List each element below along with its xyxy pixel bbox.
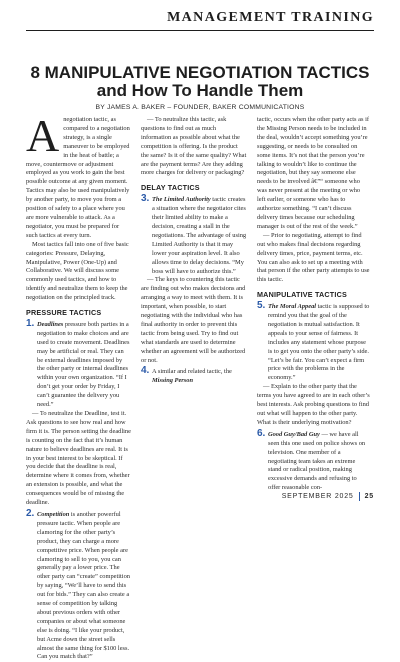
tactic-number: 3. [141, 193, 150, 205]
pressure-tactics-heading: PRESSURE TACTICS [26, 308, 102, 318]
tactic-name: Competition [37, 510, 70, 518]
column-2 [141, 116, 247, 386]
tactic-name: The Limited Authority [152, 196, 211, 204]
section-label: MANAGEMENT TRAINING [167, 10, 374, 25]
tactic-number: 6. [257, 427, 266, 439]
title-line-2: and How To Handle Them [96, 81, 304, 100]
intro-text: negotiation tactic, as compared to a negotiation strategy, is a single maneuver to be employed in the heat of battle; a move, countermove or adjustment employed as you work to gain the best possible outcome at any given moment. Tactics may also be used manipulatively by another party, to move you from a position of safety to a place where you are more vulnerable to attack. As a negotiator, you must be prepared for such tactics at every turn. [26, 116, 130, 239]
tactic-name: Deadlines [37, 320, 64, 328]
tactic-name: The Moral Appeal [268, 303, 317, 311]
page-number: 25 [364, 493, 374, 500]
tactic-1-counter: — To neutralize the Deadline, test it. Ask questions to see how real and how firm it is. The person setting the deadline is counting on the fact that it’s human nature to believe deadlines are real. It is in your best interest to be skeptical. If you decide that the deadline is real, determine where it comes from, whether an extension is possible, and what the consequences would be of missing the deadline. [26, 410, 131, 507]
tactic-5-counter: — Explain to the other party that the terms you have agreed to are in each other’s best interests. Ask probing questions to find out what will happen to the other party. What is their underlying motivation? [257, 383, 370, 426]
delay-tactics-heading: DELAY TACTICS [141, 183, 200, 193]
drop-cap: A [26, 110, 60, 161]
tactic-number: 5. [257, 300, 266, 312]
tactic-number: 2. [26, 507, 35, 519]
tactic-text: pressure both parties in a negotiation to make choices and are used to create movement. Deadlines may be artificial or real. They can be external deadlines imposed by the other party or internal deadlines within your own organization. “If I don’t get your order by Friday, I can’t guarantee the delivery you need.” [37, 320, 130, 409]
tactic-6 [257, 427, 370, 493]
tactic-4 [141, 365, 247, 386]
tactic-2 [26, 507, 131, 662]
tactic-text: is another powerful pressure tactic. When people are clamoring for the other party’s product, they can charge a more competitive price. When people are clamoring to sell to you, you can generally pay a lower price. The other party can “create” competition by saying, “We’ll have to send this out for bids.” They can also create a sense of competition by talking about previous orders with other companies or about what someone else is doing. “I like your product, but Acme down the street sells almost the same thing for $100 less. Can you match that?” [37, 510, 130, 661]
tactic-3 [141, 193, 247, 276]
header-rule [26, 30, 374, 31]
intro-paragraph-2: Most tactics fall into one of five basic categories: Pressure, Delaying, Manipulative, Power (One-Up) and Collaborative. We will discuss some commonly used tactics, and how to identify and neutralize them to keep the negotiation on the principled track. [26, 240, 129, 302]
tactic-text: tactic creates a situation where the negotiator cites their limited ability to make a decision, creating a stall in the negotiations. The advantage of using Limited Authority is that it may lower your aspiration level. It also allows time to delay decisions. “My boss will have to authorize this.” [152, 196, 247, 275]
tactic-4-counter: — Prior to negotiating, attempt to find out who makes final decisions regarding delivery times, price, payment terms, etc. You can also ask to set up a meeting with that person if the other party attempts to use this tactic. [257, 231, 370, 284]
tactic-text: tactic is supposed to remind you that the goal of the negotiation is mutual satisfaction. It appeals to your sense of fairness. It includes any statement whose purpose is to get you onto the other party’s side. “Let’s be fair. You can’t expect a firm price with the problems in the economy.” [268, 303, 370, 382]
byline: BY JAMES A. BAKER – FOUNDER, BAKER COMMUNICATIONS [95, 104, 305, 111]
tactic-number: 4. [141, 365, 150, 377]
page-header [26, 8, 374, 32]
intro-paragraph [26, 110, 131, 241]
tactic-name: Good Guy/Bad Guy [268, 430, 320, 438]
tactic-5 [257, 300, 370, 383]
tactic-text: — we have all seen this one used on police shows on television. One member of a negotiating team takes an extreme stand or radical position, making excessive demands and refusing to offer reasonable con- [268, 430, 366, 492]
tactic-4-continued: tactic, occurs when the other party acts as if the Missing Person needs to be included in the deal, wouldn’t accept something you’re suggesting, or needs to be consulted on some items. It’s not that the person you’re talking to wouldn’t like to continue the negotiation, but they say someone else needs to be involved â€”“ someone who was never present at the meeting or who left earlier, or someone who has to authorize something. “I can’t discuss delivery times because our scheduling manager is out of the rest of the week.” [257, 116, 369, 230]
page-footer [282, 492, 374, 501]
article-title [0, 64, 400, 100]
tactic-number: 1. [26, 317, 35, 329]
tactic-3-counter: — The keys to countering this tactic are finding out who makes decisions and arranging a way to meet with them. It is important, when possible, to start negotiating with the individual who has final authority in order to prevent this tactic from being used. Try to find out what standards are used to determine whether an agreement will be authorized or not. [141, 276, 246, 364]
title-line-1: 8 MANIPULATIVE NEGOTIATION TACTICS [30, 63, 370, 82]
manipulative-tactics-heading: MANIPULATIVE TACTICS [257, 290, 347, 300]
tactic-2-counter: — To neutralize this tactic, ask questions to find out as much information as possible about what the competition is offering. Is the product the same? Is it of the same quality? What are the payment terms? Are they adding more charges for delivery or packaging? [141, 116, 247, 177]
tactic-text: A similar and related tactic, the [152, 368, 232, 376]
column-3 [257, 116, 370, 493]
column-1 [26, 110, 131, 662]
footer-divider [359, 492, 360, 501]
issue-date: SEPTEMBER 2025 [281, 493, 354, 500]
tactic-name: Missing Person [152, 377, 194, 385]
tactic-1 [26, 317, 131, 410]
